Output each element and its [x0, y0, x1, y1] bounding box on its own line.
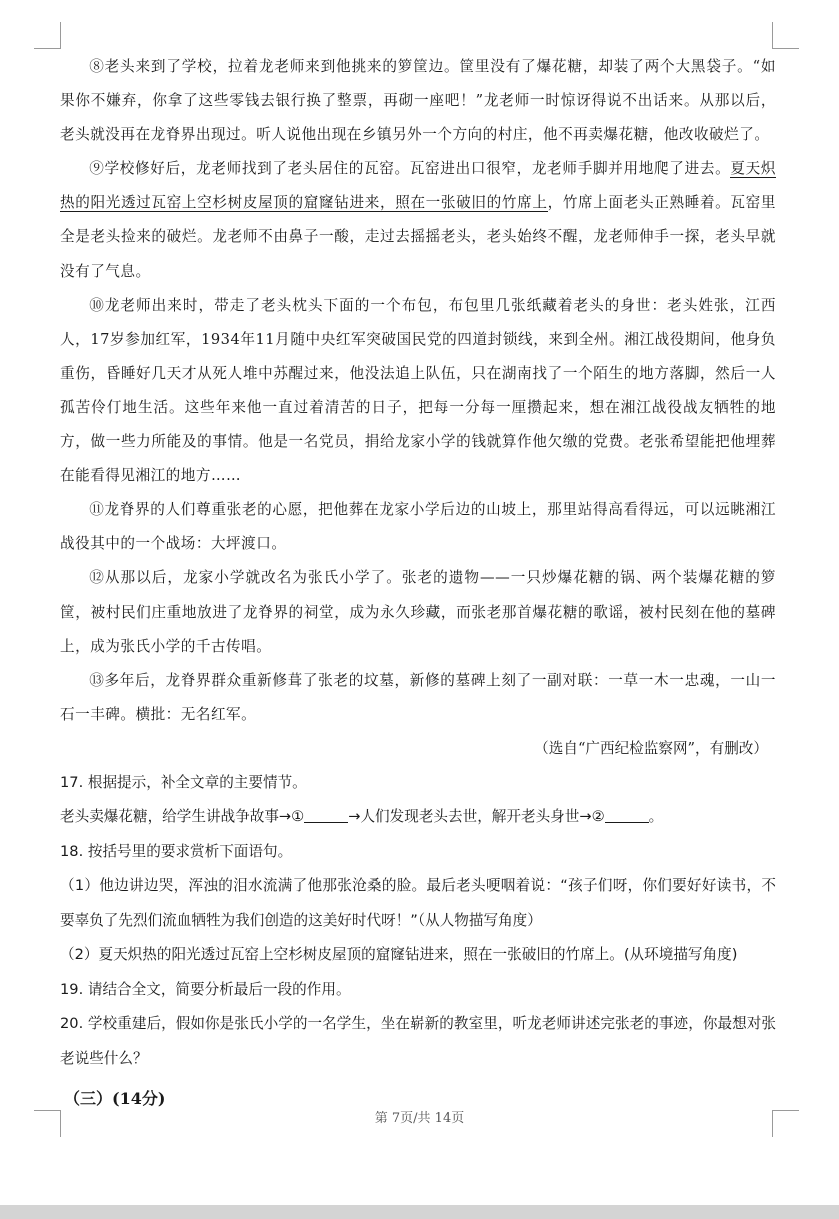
page-content — [60, 50, 776, 1116]
paragraph-8: ⑧老头来到了学校，拉着龙老师来到他挑来的箩筐边。筐里没有了爆花糖，却装了两个大黑袋子。“如果你不嫌弃，你拿了这些零钱去银行换了整票，再砌一座吧！”龙老师一时惊讶得说不出话来。从那以后，老头就没再在龙脊界出现过。听人说他出现在乡镇另外一个方向的村庄，他不再卖爆花糖，他改收破烂了。 — [60, 58, 776, 144]
question-18-item-1: （1）他边讲边哭，浑浊的泪水流满了他那张沧桑的脸。最后老头哽咽着说：“孩子们呀，你们要好好读书，不要辜负了先烈们流血牺牲为我们创造的这美好时代呀！”（从人物描写角度） — [60, 877, 776, 929]
crop-mark-top-left — [34, 22, 61, 49]
question-17-plot-line: 老头卖爆花糖，给学生讲战争故事→① →人们发现老头去世，解开老头身世→② 。 — [60, 808, 664, 826]
question-19: 19. 请结合全文，简要分析最后一段的作用。 — [60, 980, 351, 998]
question-18: 18. 按括号里的要求赏析下面语句。 — [60, 842, 293, 860]
paragraph-11: ⑪龙脊界的人们尊重张老的心愿，把他葬在龙家小学后边的山坡上，那里站得高看得远，可以远眺湘江战役其中的一个战场：大坪渡口。 — [60, 501, 776, 553]
bottom-bar — [0, 1205, 839, 1219]
question-17: 17. 根据提示，补全文章的主要情节。 — [60, 773, 307, 791]
question-18-item-2: （2）夏天炽热的阳光透过瓦窑上空杉树皮屋顶的窟窿钻进来，照在一张破旧的竹席上。(从环境描写角度) — [60, 946, 738, 964]
question-20: 20. 学校重建后，假如你是张氏小学的一名学生，坐在崭新的教室里，听龙老师讲述完张老的事迹，你最想对张老说些什么？ — [60, 1015, 776, 1067]
paragraph-10: ⑩龙老师出来时，带走了老头枕头下面的一个布包，布包里几张纸藏着老头的身世：老头姓张，江西人，17岁参加红军，1934年11月随中央红军突破国民党的四道封锁线，来到全州。湘江战役期间，他身负重伤，昏睡好几天才从死人堆中苏醒过来，他没法追上队伍，只在湖南找了一个陌生的地方落脚，然后一人孤苦伶仃地生活。这些年来他一直过着清苦的日子，把每一分每一厘攒起来，想在湘江战役战友牺牲的地方，做一些力所能及的事情。他是一名党员，捐给龙家小学的钱就算作他欠缴的党费。老张希望能把他埋葬在能看得见湘江的地方…… — [60, 296, 776, 485]
underlined-sentence: 夏天炽热的阳光透过瓦窑上空杉树皮屋顶的窟窿钻进来，照在一张破旧的竹席上 — [60, 160, 776, 212]
section-title: （三）(14分) — [64, 1089, 166, 1109]
paragraph-9: ⑨学校修好后，龙老师找到了老头居住的瓦窑。瓦窑进出口很窄，龙老师手脚并用地爬了进去。夏天炽热的阳光透过瓦窑上空杉树皮屋顶的窟窿钻进来，照在一张破旧的竹席上，竹席上面老头正熟睡着。瓦窑里全是老头捡来的破烂。龙老师不由鼻子一酸，走过去摇摇老头，老头始终不醒，龙老师伸手一探，老头早就没有了气息。 — [60, 160, 776, 280]
crop-mark-top-right — [772, 22, 799, 49]
page-footer: 第 7页/共 14页 — [374, 1111, 465, 1126]
source-citation: （选自“广西纪检监察网”，有删改） — [534, 739, 768, 757]
paragraph-12: ⑫从那以后，龙家小学就改名为张氏小学了。张老的遗物——一只炒爆花糖的锅、两个装爆花糖的箩筐，被村民们庄重地放进了龙脊界的祠堂，成为永久珍藏，而张老那首爆花糖的歌谣，被村民刻在他的墓碑上，成为张氏小学的千古传唱。 — [60, 569, 776, 655]
answer-blank-1[interactable] — [304, 808, 348, 824]
paragraph-13: ⑬多年后，龙脊界群众重新修葺了张老的坟墓，新修的墓碑上刻了一副对联：一草一木一忠魂，一山一石一丰碑。横批：无名红军。 — [60, 671, 776, 723]
answer-blank-2[interactable] — [605, 808, 649, 824]
